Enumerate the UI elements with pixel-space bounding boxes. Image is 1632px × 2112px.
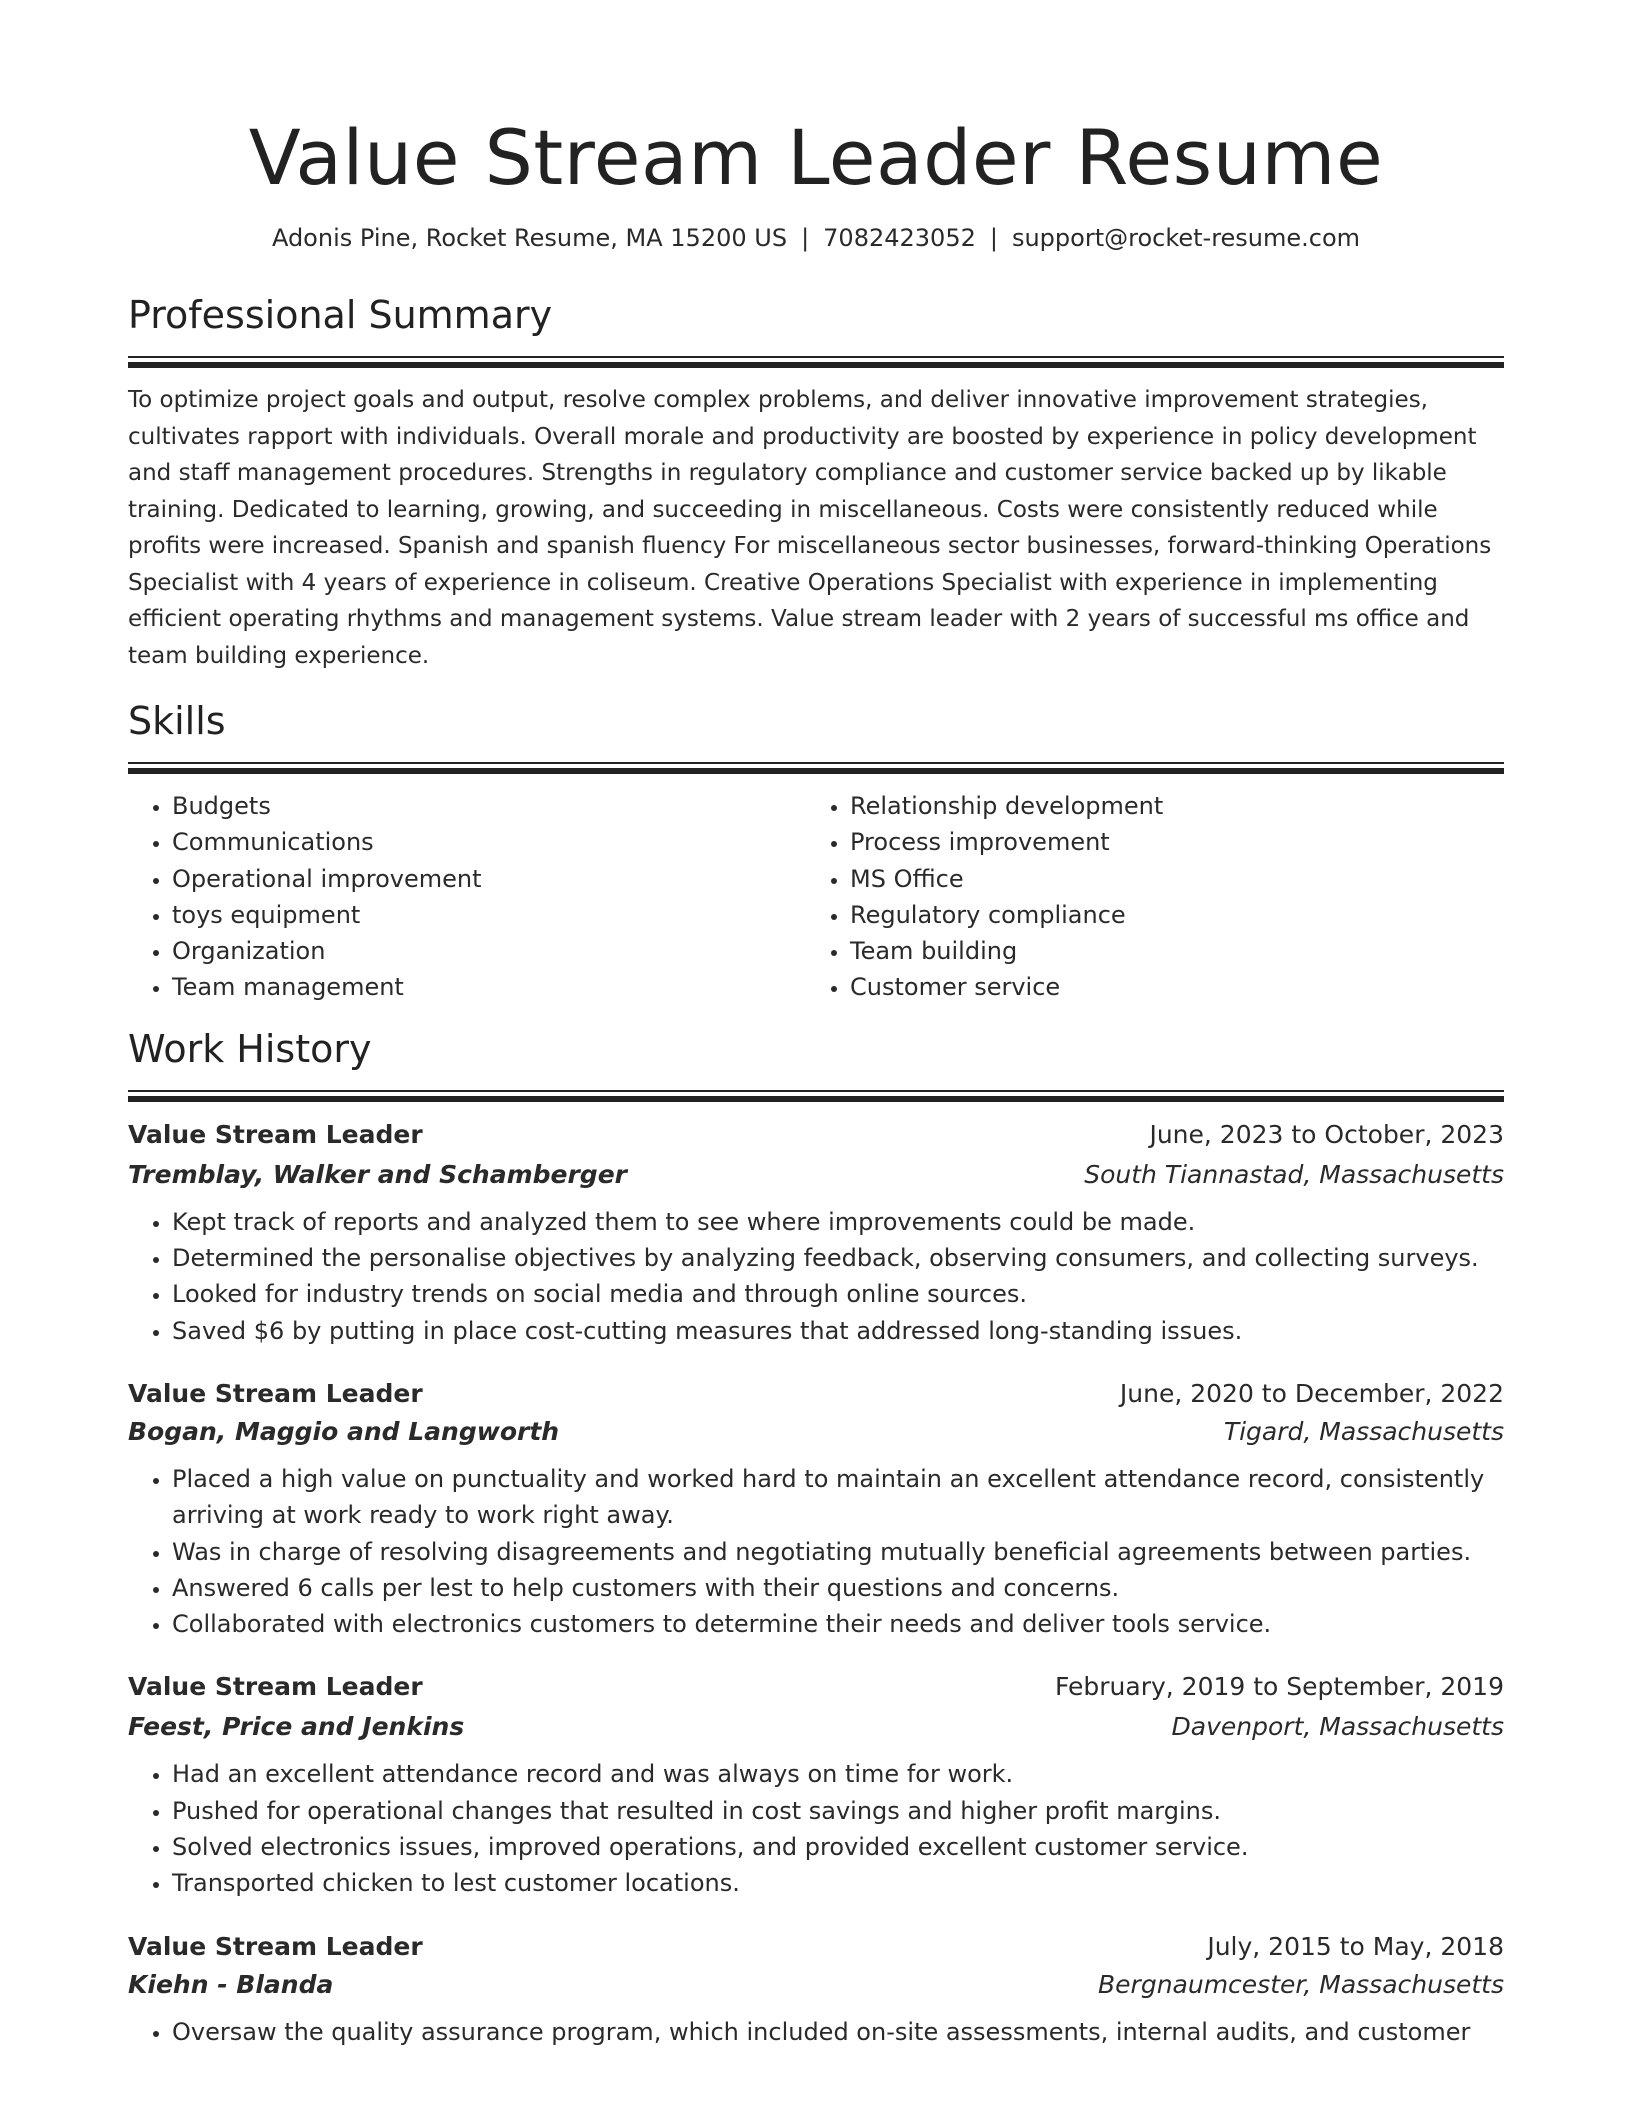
skill-item: • Customer service [850, 969, 1484, 1005]
job-company: Tremblay, Walker and Schamberger [128, 1159, 627, 1189]
job-company: Feest, Price and Jenkins [128, 1712, 465, 1742]
job-bullet: • Had an excellent attendance record and was always on time for work. [172, 1756, 1504, 1792]
contact-phone: 7082423052 [823, 224, 976, 252]
job-entry [128, 1674, 1504, 1901]
job-location: Davenport, Massachusetts [1171, 1712, 1504, 1742]
job-sub-row [128, 1159, 1504, 1189]
contact-address: Adonis Pine, Rocket Resume, MA 15200 US [271, 224, 788, 252]
job-company: Kiehn - Blanda [128, 1969, 334, 1999]
job-dates: June, 2020 to December, 2022 [1119, 1378, 1504, 1408]
job-title: Value Stream Leader [128, 1119, 423, 1149]
job-title: Value Stream Leader [128, 1931, 423, 1961]
section-rule [128, 362, 1504, 368]
job-bullet: • Placed a high value on punctuality and worked hard to maintain an excellent attendance record, consistently arriving at work ready to work right away. [172, 1461, 1504, 1534]
contact-separator: | [801, 224, 810, 252]
job-bullets [128, 2014, 1504, 2050]
job-bullet: • Solved electronics issues, improved operations, and provided excellent customer service. [172, 1829, 1504, 1865]
job-sub-row [128, 1416, 1504, 1446]
job-header-row [128, 1931, 1504, 1961]
job-dates: February, 2019 to September, 2019 [1055, 1672, 1504, 1702]
skill-item: • Team building [850, 933, 1484, 969]
job-bullet: • Transported chicken to lest customer locations. [172, 1865, 1504, 1901]
contact-line [128, 226, 1504, 250]
skill-item: • toys equipment [172, 897, 806, 933]
skill-item: • MS Office [850, 861, 1484, 897]
job-title: Value Stream Leader [128, 1672, 423, 1702]
section-rule [128, 356, 1504, 358]
work-history-section [128, 1026, 1504, 2050]
job-header-row [128, 1378, 1504, 1408]
skill-item: • Budgets [172, 788, 806, 824]
job-bullets [128, 1756, 1504, 1901]
contact-email: support@rocket-resume.com [1011, 224, 1361, 252]
skill-item: • Team management [172, 969, 806, 1005]
job-bullets [128, 1461, 1504, 1642]
job-bullet: • Determined the personalise objectives by analyzing feedback, observing consumers, and collecting surveys. [172, 1240, 1504, 1276]
job-location: Tigard, Massachusetts [1223, 1416, 1504, 1446]
job-header-row [128, 1119, 1504, 1149]
summary-heading: Professional Summary [128, 293, 553, 337]
job-dates: June, 2023 to October, 2023 [1149, 1119, 1504, 1149]
job-sub-row [128, 1969, 1504, 1999]
job-entry [128, 1119, 1504, 1349]
skill-item: • Process improvement [850, 824, 1484, 860]
skill-item: • Operational improvement [172, 861, 806, 897]
job-title: Value Stream Leader [128, 1378, 423, 1408]
job-bullet: • Answered 6 calls per lest to help customers with their questions and concerns. [172, 1570, 1504, 1606]
resume-page [128, 113, 1504, 2050]
job-location: Bergnaumcester, Massachusetts [1098, 1969, 1504, 1999]
skills-left-column [128, 788, 806, 1006]
skill-item: • Organization [172, 933, 806, 969]
skills-heading: Skills [128, 699, 226, 743]
job-bullet: • Oversaw the quality assurance program, which included on-site assessments, internal audits, and customer [172, 2014, 1504, 2050]
section-rule [128, 768, 1504, 774]
skill-item: • Relationship development [850, 788, 1484, 824]
job-company: Bogan, Maggio and Langworth [128, 1416, 560, 1446]
skills-right-column [806, 788, 1484, 1006]
job-dates: July, 2015 to May, 2018 [1207, 1931, 1504, 1961]
skill-item: • Regulatory compliance [850, 897, 1484, 933]
job-bullet: • Saved $6 by putting in place cost-cutting measures that addressed long-standing issues. [172, 1313, 1504, 1349]
job-header-row [128, 1672, 1504, 1702]
job-bullet: • Pushed for operational changes that resulted in cost savings and higher profit margins. [172, 1793, 1504, 1829]
section-rule [128, 1090, 1504, 1092]
job-entry [128, 1931, 1504, 2050]
job-bullet: • Looked for industry trends on social media and through online sources. [172, 1276, 1504, 1312]
summary-section [128, 293, 1504, 674]
skills-section [128, 699, 1504, 1006]
section-rule [128, 762, 1504, 764]
summary-text: To optimize project goals and output, resolve complex problems, and deliver innovative improvement strategies, cultivates rapport with individuals. Overall morale and productivity are boosted by experience in policy development and staff management procedures. Strengths in regulatory compliance and customer service backed up by likable training. Dedicated to learning, growing, and succeeding in miscellaneous. Costs were consistently reduced while profits were increased. Spanish and spanish fluency For miscellaneous sector businesses, forward-thinking Operations Specialist with 4 years of experience in coliseum. Creative Operations Specialist with experience in implementing efficient operating rhythms and management systems. Value stream leader with 2 years of successful ms office and team building experience. [128, 387, 1492, 669]
job-entry [128, 1378, 1504, 1642]
skills-grid [128, 788, 1504, 1006]
job-bullet: • Was in charge of resolving disagreements and negotiating mutually beneficial agreements between parties. [172, 1534, 1504, 1570]
section-rule [128, 1096, 1504, 1102]
job-sub-row [128, 1712, 1504, 1742]
job-bullet: • Collaborated with electronics customers to determine their needs and deliver tools service. [172, 1606, 1504, 1642]
skill-item: • Communications [172, 824, 806, 860]
job-bullets [128, 1204, 1504, 1349]
page-title: Value Stream Leader Resume [248, 113, 1384, 202]
work-history-heading: Work History [128, 1026, 372, 1071]
job-bullet: • Kept track of reports and analyzed them to see where improvements could be made. [172, 1204, 1504, 1240]
contact-separator: | [989, 224, 998, 252]
job-location: South Tiannastad, Massachusetts [1084, 1159, 1504, 1189]
